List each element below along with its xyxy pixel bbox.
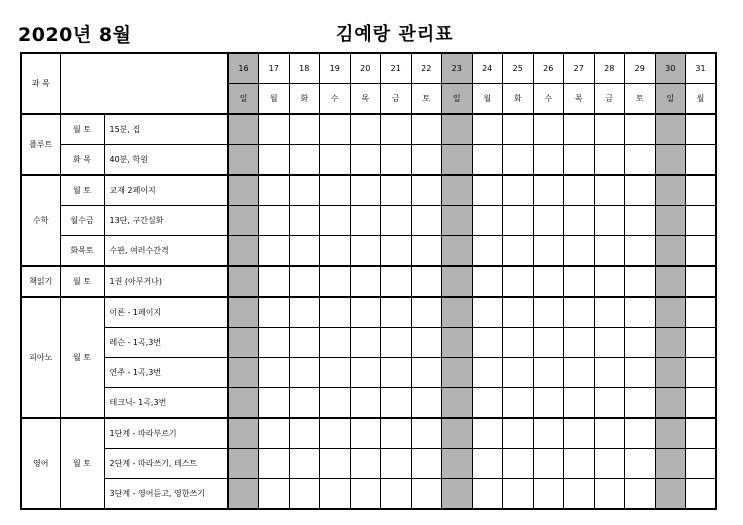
check-cell[interactable] [655,236,686,267]
check-cell[interactable] [625,388,656,419]
check-cell[interactable] [503,206,534,236]
check-cell[interactable] [381,479,412,510]
subject-name: 피아노 [21,297,60,418]
check-cell[interactable] [320,145,351,176]
task-description: 1단계 - 따라부르기 [104,418,228,449]
table-row [21,358,716,388]
date-cell: 22 [411,53,442,84]
check-cell[interactable] [289,388,320,419]
check-cell[interactable] [228,297,259,328]
table-row [21,449,716,479]
check-cell[interactable] [442,449,473,479]
check-cell[interactable] [320,175,351,206]
check-cell[interactable] [503,418,534,449]
check-cell[interactable] [289,358,320,388]
check-cell[interactable] [350,449,381,479]
check-cell[interactable] [503,114,534,145]
check-cell[interactable] [381,328,412,358]
check-cell[interactable] [594,328,625,358]
check-cell[interactable] [259,328,290,358]
schedule-days: 월수금 [60,206,104,236]
check-cell[interactable] [533,388,564,419]
check-cell[interactable] [625,145,656,176]
check-cell[interactable] [228,236,259,267]
check-cell[interactable] [533,418,564,449]
check-cell[interactable] [350,388,381,419]
check-cell[interactable] [625,449,656,479]
check-cell[interactable] [442,358,473,388]
check-cell[interactable] [228,328,259,358]
check-cell[interactable] [259,479,290,510]
date-cell: 24 [472,53,503,84]
check-cell[interactable] [503,175,534,206]
subject-name: 책읽기 [21,266,60,297]
check-cell[interactable] [228,418,259,449]
check-cell[interactable] [411,297,442,328]
task-description: 레슨 - 1곡,3번 [104,328,228,358]
check-cell[interactable] [289,145,320,176]
schedule-days: 월 토 [60,114,104,145]
check-cell[interactable] [472,145,503,176]
weekday-cell: 토 [625,84,656,115]
check-cell[interactable] [533,114,564,145]
check-cell[interactable] [655,206,686,236]
check-cell[interactable] [625,266,656,297]
check-cell[interactable] [442,145,473,176]
check-cell[interactable] [564,114,595,145]
check-cell[interactable] [381,206,412,236]
check-cell[interactable] [228,266,259,297]
weekday-cell: 화 [289,84,320,115]
check-cell[interactable] [533,328,564,358]
check-cell[interactable] [655,358,686,388]
check-cell[interactable] [564,388,595,419]
check-cell[interactable] [686,449,717,479]
check-cell[interactable] [533,175,564,206]
check-cell[interactable] [625,114,656,145]
table-row [21,418,716,449]
task-description: 40분, 학원 [104,145,228,176]
check-cell[interactable] [381,449,412,479]
weekday-cell: 화 [503,84,534,115]
check-cell[interactable] [289,328,320,358]
check-cell[interactable] [564,479,595,510]
check-cell[interactable] [381,418,412,449]
check-cell[interactable] [594,358,625,388]
check-cell[interactable] [472,388,503,419]
check-cell[interactable] [350,114,381,145]
check-cell[interactable] [289,266,320,297]
check-cell[interactable] [289,479,320,510]
check-cell[interactable] [472,479,503,510]
check-cell[interactable] [564,236,595,267]
check-cell[interactable] [228,145,259,176]
date-cell: 16 [228,53,259,84]
check-cell[interactable] [564,297,595,328]
check-cell[interactable] [442,175,473,206]
table-row [21,297,716,328]
check-cell[interactable] [503,145,534,176]
task-description: 이론 - 1페이지 [104,297,228,328]
check-cell[interactable] [503,236,534,267]
check-cell[interactable] [259,114,290,145]
weekday-cell: 토 [411,84,442,115]
check-cell[interactable] [686,358,717,388]
task-description: 수판, 여러수간격 [104,236,228,267]
check-cell[interactable] [350,266,381,297]
check-cell[interactable] [655,388,686,419]
check-cell[interactable] [320,358,351,388]
check-cell[interactable] [503,297,534,328]
task-description: 테크닉- 1곡,3번 [104,388,228,419]
check-cell[interactable] [472,297,503,328]
date-cell: 20 [350,53,381,84]
check-cell[interactable] [381,145,412,176]
check-cell[interactable] [259,145,290,176]
weekday-cell: 일 [228,84,259,115]
subject-header: 과 목 [21,53,60,114]
check-cell[interactable] [594,145,625,176]
table-row [21,114,716,145]
schedule-days: 월 토 [60,175,104,206]
check-cell[interactable] [411,114,442,145]
check-cell[interactable] [503,266,534,297]
check-cell[interactable] [564,206,595,236]
check-cell[interactable] [655,145,686,176]
table-row [21,479,716,510]
check-cell[interactable] [533,297,564,328]
check-cell[interactable] [442,297,473,328]
check-cell[interactable] [259,236,290,267]
check-cell[interactable] [350,297,381,328]
check-cell[interactable] [320,449,351,479]
check-cell[interactable] [625,358,656,388]
check-cell[interactable] [320,236,351,267]
check-cell[interactable] [411,479,442,510]
check-cell[interactable] [442,206,473,236]
check-cell[interactable] [625,206,656,236]
task-description: 2단계 - 따라쓰기, 테스트 [104,449,228,479]
check-cell[interactable] [442,266,473,297]
check-cell[interactable] [564,449,595,479]
check-cell[interactable] [594,114,625,145]
check-cell[interactable] [289,175,320,206]
subject-name: 플루트 [21,114,60,175]
check-cell[interactable] [655,266,686,297]
check-cell[interactable] [686,479,717,510]
check-cell[interactable] [259,206,290,236]
check-cell[interactable] [381,266,412,297]
check-cell[interactable] [686,175,717,206]
subject-name: 영어 [21,418,60,509]
check-cell[interactable] [686,418,717,449]
task-description: 13단, 구간심화 [104,206,228,236]
weekday-cell: 목 [564,84,595,115]
check-cell[interactable] [350,175,381,206]
check-cell[interactable] [259,175,290,206]
subject-name: 수학 [21,175,60,266]
check-cell[interactable] [472,266,503,297]
check-cell[interactable] [289,449,320,479]
weekday-cell: 금 [381,84,412,115]
check-cell[interactable] [320,418,351,449]
weekday-cell: 목 [350,84,381,115]
schedule-days: 월 토 [60,418,104,509]
check-cell[interactable] [442,418,473,449]
table-row [21,145,716,176]
check-cell[interactable] [625,418,656,449]
check-cell[interactable] [655,175,686,206]
check-cell[interactable] [228,206,259,236]
check-cell[interactable] [655,418,686,449]
check-cell[interactable] [686,114,717,145]
check-cell[interactable] [686,297,717,328]
check-cell[interactable] [533,236,564,267]
check-cell[interactable] [289,236,320,267]
check-cell[interactable] [228,175,259,206]
weekday-cell: 금 [594,84,625,115]
check-cell[interactable] [381,114,412,145]
schedule-days: 월 토 [60,297,104,418]
weekday-cell: 월 [472,84,503,115]
check-cell[interactable] [564,266,595,297]
check-cell[interactable] [472,328,503,358]
check-cell[interactable] [594,266,625,297]
check-cell[interactable] [320,328,351,358]
date-cell: 30 [655,53,686,84]
check-cell[interactable] [625,328,656,358]
check-cell[interactable] [655,297,686,328]
check-cell[interactable] [686,206,717,236]
check-cell[interactable] [503,388,534,419]
check-cell[interactable] [472,175,503,206]
table-row [21,328,716,358]
check-cell[interactable] [350,145,381,176]
check-cell[interactable] [655,328,686,358]
check-cell[interactable] [411,175,442,206]
check-cell[interactable] [289,114,320,145]
check-cell[interactable] [625,175,656,206]
check-cell[interactable] [228,114,259,145]
schedule-days: 화목토 [60,236,104,267]
check-cell[interactable] [594,206,625,236]
check-cell[interactable] [381,358,412,388]
check-cell[interactable] [381,236,412,267]
check-cell[interactable] [564,358,595,388]
date-cell: 17 [259,53,290,84]
check-cell[interactable] [594,175,625,206]
check-cell[interactable] [655,114,686,145]
table-row [21,266,716,297]
check-cell[interactable] [533,266,564,297]
check-cell[interactable] [533,479,564,510]
table-row [21,206,716,236]
check-cell[interactable] [411,236,442,267]
check-cell[interactable] [442,114,473,145]
schedule-days: 월 토 [60,266,104,297]
check-cell[interactable] [350,358,381,388]
check-cell[interactable] [442,236,473,267]
table-row [21,388,716,419]
check-cell[interactable] [411,418,442,449]
check-cell[interactable] [472,358,503,388]
date-cell: 29 [625,53,656,84]
check-cell[interactable] [503,449,534,479]
year-month-title: 2020년 8월 [18,24,132,46]
check-cell[interactable] [381,388,412,419]
weekday-cell: 일 [442,84,473,115]
check-cell[interactable] [594,418,625,449]
check-cell[interactable] [503,479,534,510]
check-cell[interactable] [320,297,351,328]
check-cell[interactable] [259,266,290,297]
check-cell[interactable] [442,328,473,358]
check-cell[interactable] [350,328,381,358]
date-cell: 25 [503,53,534,84]
check-cell[interactable] [350,236,381,267]
check-cell[interactable] [411,206,442,236]
check-cell[interactable] [686,145,717,176]
check-cell[interactable] [320,206,351,236]
check-cell[interactable] [533,206,564,236]
schedule-table [20,52,717,510]
check-cell[interactable] [228,388,259,419]
check-cell[interactable] [472,114,503,145]
check-cell[interactable] [289,297,320,328]
check-cell[interactable] [411,388,442,419]
date-cell: 31 [686,53,717,84]
date-cell: 27 [564,53,595,84]
check-cell[interactable] [259,297,290,328]
check-cell[interactable] [655,479,686,510]
check-cell[interactable] [411,145,442,176]
check-cell[interactable] [686,266,717,297]
check-cell[interactable] [594,479,625,510]
check-cell[interactable] [564,175,595,206]
date-cell: 23 [442,53,473,84]
check-cell[interactable] [350,418,381,449]
check-cell[interactable] [411,328,442,358]
weekday-cell: 수 [320,84,351,115]
check-cell[interactable] [686,236,717,267]
check-cell[interactable] [259,358,290,388]
check-cell[interactable] [503,358,534,388]
check-cell[interactable] [533,449,564,479]
check-cell[interactable] [564,145,595,176]
task-description: 15분, 집 [104,114,228,145]
check-cell[interactable] [655,449,686,479]
check-cell[interactable] [350,206,381,236]
check-cell[interactable] [594,236,625,267]
table-row [21,175,716,206]
check-cell[interactable] [564,418,595,449]
check-cell[interactable] [320,388,351,419]
date-cell: 18 [289,53,320,84]
check-cell[interactable] [228,358,259,388]
check-cell[interactable] [564,328,595,358]
task-header-blank [60,53,228,114]
check-cell[interactable] [320,479,351,510]
check-cell[interactable] [533,358,564,388]
date-cell: 19 [320,53,351,84]
check-cell[interactable] [381,175,412,206]
check-cell[interactable] [320,114,351,145]
weekday-cell: 월 [686,84,717,115]
task-description: 1권 (아무거나) [104,266,228,297]
weekday-cell: 수 [533,84,564,115]
check-cell[interactable] [259,388,290,419]
task-description: 3단계 - 영어듣고, 영한쓰기 [104,479,228,510]
check-cell[interactable] [228,449,259,479]
check-cell[interactable] [472,449,503,479]
task-description: 교재 2페이지 [104,175,228,206]
date-cell: 21 [381,53,412,84]
check-cell[interactable] [472,206,503,236]
page-title: 김예랑 관리표 [336,24,454,45]
check-cell[interactable] [625,479,656,510]
check-cell[interactable] [472,418,503,449]
check-cell[interactable] [259,449,290,479]
date-cell: 26 [533,53,564,84]
check-cell[interactable] [350,479,381,510]
check-cell[interactable] [594,388,625,419]
check-cell[interactable] [594,297,625,328]
check-cell[interactable] [411,449,442,479]
schedule-days: 화 목 [60,145,104,176]
check-cell[interactable] [228,479,259,510]
weekday-cell: 월 [259,84,290,115]
check-cell[interactable] [503,328,534,358]
check-cell[interactable] [533,145,564,176]
check-cell[interactable] [686,388,717,419]
table-row [21,236,716,267]
check-cell[interactable] [442,388,473,419]
date-cell: 28 [594,53,625,84]
check-cell[interactable] [411,266,442,297]
check-cell[interactable] [686,328,717,358]
weekday-cell: 일 [655,84,686,115]
task-description: 연주 - 1곡,3번 [104,358,228,388]
check-cell[interactable] [411,358,442,388]
check-cell[interactable] [289,206,320,236]
check-cell[interactable] [625,297,656,328]
check-cell[interactable] [472,236,503,267]
check-cell[interactable] [625,236,656,267]
check-cell[interactable] [289,418,320,449]
check-cell[interactable] [320,266,351,297]
check-cell[interactable] [259,418,290,449]
check-cell[interactable] [442,479,473,510]
check-cell[interactable] [381,297,412,328]
check-cell[interactable] [594,449,625,479]
